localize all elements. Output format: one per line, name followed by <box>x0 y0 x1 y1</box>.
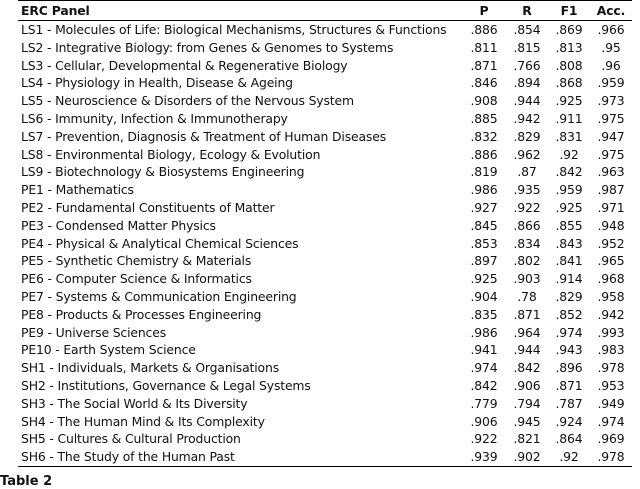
table-row <box>18 181 632 199</box>
panel-cell: PE4 - Physical & Analytical Chemical Sciences <box>21 235 299 251</box>
accuracy-cell: .947 <box>597 128 625 144</box>
accuracy-cell: .993 <box>597 324 625 340</box>
f1-cell: .896 <box>555 360 583 376</box>
panel-cell: LS3 - Cellular, Developmental & Regenerative Biology <box>21 57 348 73</box>
recall-cell: .906 <box>513 377 541 393</box>
panel-cell: PE2 - Fundamental Constituents of Matter <box>21 199 275 215</box>
precision-cell: .886 <box>470 146 498 162</box>
panel-cell: SH6 - The Study of the Human Past <box>21 449 235 465</box>
accuracy-cell: .949 <box>597 395 625 411</box>
f1-cell: .974 <box>555 324 583 340</box>
accuracy-cell: .968 <box>597 271 625 287</box>
f1-cell: .829 <box>555 288 583 304</box>
f1-cell: .787 <box>555 395 583 411</box>
table-row <box>18 110 632 128</box>
panel-cell: SH2 - Institutions, Governance & Legal Systems <box>21 377 311 393</box>
table-body <box>18 21 632 467</box>
precision-cell: .842 <box>470 377 498 393</box>
table-row <box>18 92 632 110</box>
panel-cell: PE7 - Systems & Communication Engineering <box>21 288 297 304</box>
recall-cell: .894 <box>513 75 541 91</box>
table-row <box>18 74 632 92</box>
recall-cell: .834 <box>513 235 541 251</box>
accuracy-cell: .958 <box>597 288 625 304</box>
f1-cell: .855 <box>555 217 583 233</box>
precision-cell: .986 <box>470 182 498 198</box>
table-row <box>18 217 632 235</box>
panel-cell: SH5 - Cultures & Cultural Production <box>21 431 241 447</box>
precision-cell: .853 <box>470 235 498 251</box>
table-row <box>18 235 632 253</box>
table-row <box>18 39 632 57</box>
table-row <box>18 395 632 413</box>
f1-cell: .842 <box>555 164 583 180</box>
recall-cell: .794 <box>513 395 541 411</box>
table-row <box>18 57 632 75</box>
precision-cell: .908 <box>470 93 498 109</box>
recall-cell: .944 <box>513 342 541 358</box>
f1-cell: .813 <box>555 39 583 55</box>
header-accuracy: Acc. <box>596 3 626 18</box>
f1-cell: .852 <box>555 306 583 322</box>
precision-cell: .871 <box>470 57 498 73</box>
results-table <box>18 0 632 467</box>
recall-cell: .964 <box>513 324 541 340</box>
accuracy-cell: .96 <box>601 57 621 73</box>
f1-cell: .831 <box>555 128 583 144</box>
accuracy-cell: .959 <box>597 75 625 91</box>
precision-cell: .832 <box>470 128 498 144</box>
accuracy-cell: .95 <box>601 39 621 55</box>
precision-cell: .846 <box>470 75 498 91</box>
accuracy-cell: .942 <box>597 306 625 322</box>
precision-cell: .885 <box>470 110 498 126</box>
panel-cell: LS4 - Physiology in Health, Disease & Ageing <box>21 75 293 91</box>
header-f1: F1 <box>560 3 578 18</box>
table-row <box>18 341 632 359</box>
f1-cell: .925 <box>555 199 583 215</box>
header-erc-panel: ERC Panel <box>21 3 90 18</box>
table-row <box>18 359 632 377</box>
precision-cell: .986 <box>470 324 498 340</box>
accuracy-cell: .974 <box>597 413 625 429</box>
f1-cell: .808 <box>555 57 583 73</box>
table-row <box>18 448 632 466</box>
table-row <box>18 306 632 324</box>
panel-cell: PE5 - Synthetic Chemistry & Materials <box>21 253 252 269</box>
table-row <box>18 21 632 39</box>
recall-cell: .962 <box>513 146 541 162</box>
recall-cell: .766 <box>513 57 541 73</box>
recall-cell: .902 <box>513 449 541 465</box>
header-row <box>18 1 632 21</box>
table-row <box>18 199 632 217</box>
accuracy-cell: .975 <box>597 110 625 126</box>
recall-cell: .78 <box>517 288 537 304</box>
precision-cell: .906 <box>470 413 498 429</box>
table-row <box>18 146 632 164</box>
precision-cell: .886 <box>470 22 498 37</box>
panel-cell: LS5 - Neuroscience & Disorders of the Nervous System <box>21 93 354 109</box>
f1-cell: .871 <box>555 377 583 393</box>
recall-cell: .871 <box>513 306 541 322</box>
recall-cell: .866 <box>513 217 541 233</box>
panel-cell: PE1 - Mathematics <box>21 182 134 198</box>
table-row <box>18 288 632 306</box>
recall-cell: .815 <box>513 39 541 55</box>
table-row <box>18 128 632 146</box>
precision-cell: .779 <box>470 395 498 411</box>
f1-cell: .92 <box>559 146 579 162</box>
panel-cell: PE10 - Earth System Science <box>21 342 196 358</box>
f1-cell: .843 <box>555 235 583 251</box>
f1-cell: .864 <box>555 431 583 447</box>
recall-cell: .802 <box>513 253 541 269</box>
accuracy-cell: .948 <box>597 217 625 233</box>
accuracy-cell: .978 <box>597 360 625 376</box>
panel-cell: PE9 - Universe Sciences <box>21 324 167 340</box>
precision-cell: .939 <box>470 449 498 465</box>
recall-cell: .935 <box>513 182 541 198</box>
f1-cell: .914 <box>555 271 583 287</box>
recall-cell: .87 <box>517 164 537 180</box>
panel-cell: SH1 - Individuals, Markets & Organisations <box>21 360 279 376</box>
recall-cell: .944 <box>513 93 541 109</box>
table-header <box>18 1 632 21</box>
panel-cell: LS8 - Environmental Biology, Ecology & Evolution <box>21 146 321 162</box>
header-precision: P <box>479 3 489 18</box>
panel-cell: LS2 - Integrative Biology: from Genes & Genomes to Systems <box>21 39 394 55</box>
accuracy-cell: .987 <box>597 182 625 198</box>
panel-cell: SH4 - The Human Mind & Its Complexity <box>21 413 265 429</box>
accuracy-cell: .952 <box>597 235 625 251</box>
recall-cell: .942 <box>513 110 541 126</box>
table-row <box>18 430 632 448</box>
precision-cell: .811 <box>470 39 498 55</box>
f1-cell: .841 <box>555 253 583 269</box>
accuracy-cell: .975 <box>597 146 625 162</box>
precision-cell: .927 <box>470 199 498 215</box>
header-recall: R <box>522 3 532 18</box>
f1-cell: .943 <box>555 342 583 358</box>
precision-cell: .974 <box>470 360 498 376</box>
table-caption: Table 2 <box>0 474 53 489</box>
table-row <box>18 163 632 181</box>
f1-cell: .869 <box>555 22 583 37</box>
panel-cell: PE6 - Computer Science & Informatics <box>21 271 252 287</box>
f1-cell: .959 <box>555 182 583 198</box>
precision-cell: .904 <box>470 288 498 304</box>
panel-cell: LS6 - Immunity, Infection & Immunotherapy <box>21 110 288 126</box>
table-row <box>18 270 632 288</box>
accuracy-cell: .973 <box>597 93 625 109</box>
table-row <box>18 413 632 431</box>
panel-cell: PE8 - Products & Processes Engineering <box>21 306 262 322</box>
accuracy-cell: .965 <box>597 253 625 269</box>
accuracy-cell: .983 <box>597 342 625 358</box>
recall-cell: .821 <box>513 431 541 447</box>
accuracy-cell: .953 <box>597 377 625 393</box>
recall-cell: .945 <box>513 413 541 429</box>
table-row <box>18 377 632 395</box>
f1-cell: .92 <box>559 449 579 465</box>
f1-cell: .925 <box>555 93 583 109</box>
panel-cell: SH3 - The Social World & Its Diversity <box>21 395 248 411</box>
f1-cell: .868 <box>555 75 583 91</box>
accuracy-cell: .978 <box>597 449 625 465</box>
recall-cell: .922 <box>513 199 541 215</box>
f1-cell: .911 <box>555 110 583 126</box>
table-row <box>18 324 632 342</box>
recall-cell: .903 <box>513 271 541 287</box>
panel-cell: LS7 - Prevention, Diagnosis & Treatment of Human Diseases <box>21 128 387 144</box>
recall-cell: .842 <box>513 360 541 376</box>
accuracy-cell: .969 <box>597 431 625 447</box>
precision-cell: .941 <box>470 342 498 358</box>
panel-cell: PE3 - Condensed Matter Physics <box>21 217 216 233</box>
precision-cell: .845 <box>470 217 498 233</box>
accuracy-cell: .963 <box>597 164 625 180</box>
accuracy-cell: .966 <box>597 22 625 37</box>
table-row <box>18 252 632 270</box>
precision-cell: .925 <box>470 271 498 287</box>
accuracy-cell: .971 <box>597 199 625 215</box>
precision-cell: .922 <box>470 431 498 447</box>
panel-cell: LS9 - Biotechnology & Biosystems Engineering <box>21 164 305 180</box>
f1-cell: .924 <box>555 413 583 429</box>
precision-cell: .835 <box>470 306 498 322</box>
precision-cell: .819 <box>470 164 498 180</box>
precision-cell: .897 <box>470 253 498 269</box>
panel-cell: LS1 - Molecules of Life: Biological Mechanisms, Structures & Functions <box>21 22 447 37</box>
recall-cell: .829 <box>513 128 541 144</box>
recall-cell: .854 <box>513 22 541 37</box>
